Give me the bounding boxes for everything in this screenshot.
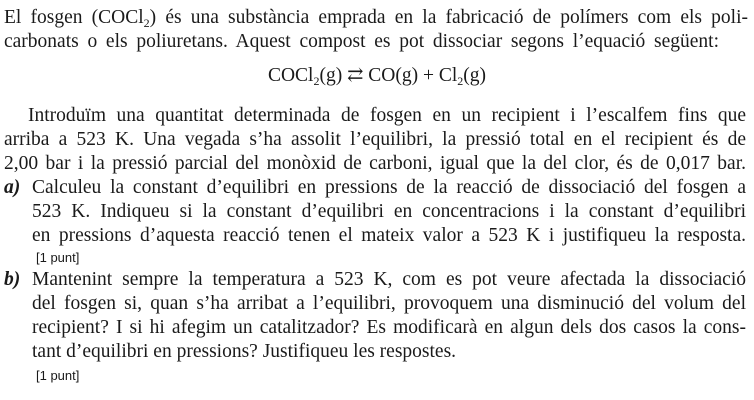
part-a-line-1: Calculeu la constant d’equilibri en pressions de la reacció de dissociació del fosgen a [32,177,746,198]
part-b-label: b) [4,269,21,290]
intro-line-2: carbonats o els poliuretans. Aquest compost es pot dissociar segons l’equació següent: [4,31,719,52]
context-line-2: arriba a 523 K. Una vegada s’ha assolit l’equilibri, la pressió total en el recipient és de [4,129,746,150]
part-a-line-3: en pressions d’aquesta reacció tenen el mateix valor a 523 K i justifiqueu la resposta. [32,225,746,246]
intro-line-1: El fosgen (COCl$_2$) és una substància emprada en la fabricació de polímers com els poli- [4,7,748,30]
part-b-line-2: del fosgen si, quan s’ha arribat a l’equilibri, provoquem una disminució del volum del [32,293,746,314]
part-b-points: [1 punt] [36,368,80,383]
chemical-equation: COCl$_2$(g) ⇄ $CO(g) + Cl_2(g)$ [267,65,487,88]
part-b-line-4: tant d’equilibri en pressions? Justifiqueu les respostes. [32,341,457,362]
context-line-3: 2,00 bar i la pressió parcial del monòxid de carboni, igual que la del clor, és de 0,017 bar. [4,153,746,174]
part-a-line-2: 523 K. Indiqueu si la constant d’equilibri en concentracions i la constant d’equilibri [32,201,746,222]
part-b-line-1: Mantenint sempre la temperatura a 523 K, com es pot veure afectada la dissociació [32,269,746,290]
part-b-line-3: recipient? I si hi afegim un catalitzador? Es modificarà en algun dels dos casos la cons- [32,317,746,338]
context-line-1: Introduïm una quantitat determinada de fosgen en un recipient i l’escalfem fins que [28,105,746,126]
part-a-points: [1 punt] [36,250,80,265]
part-a-label: a) [4,177,21,198]
